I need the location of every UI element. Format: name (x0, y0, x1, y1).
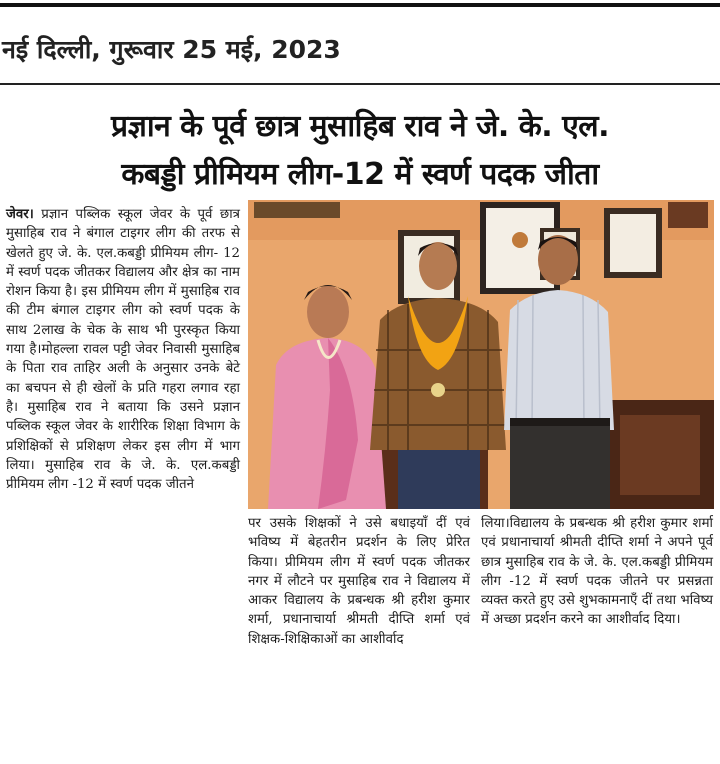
article-text-left: प्रज्ञान पब्लिक स्कूल जेवर के पूर्व छात्र मुसाहिब राव ने बंगाल टाइगर लीग की तरफ से खेलते हुए जे. के. एल.कबड्डी प्रीमियम लीग- 12 में स्वर्ण पदक जीतकर विद्यालय और क्षेत्र का नाम रोशन किया है। इस प्रीमियम लीग में मुसाहिब राव की टीम बंगाल टाइगर लीग को स्वर्ण पदक के साथ 2लाख के चेक के साथ भी पुरस्कृत किया गया है।मोहल्ला रावल पट्टी जेवर निवासी मुसाहिब के पिता राव ताहिर अली के अनुसार उनके बेटे का बचपन से ही खेलों के प्रति गहरा लगाव रहा है। मुसाहिब राव ने बताया कि उसने प्रज्ञान पब्लिक स्कूल जेवर के शारीरिक शिक्षा विभाग के प्रशिक्षिकों से प्रशिक्षण लेकर इस लीग में भाग लिया। मुसाहिब राव के जे. के. एल.कबड्डी प्रीमियम लीग -12 में स्वर्ण पदक जीतने (6, 207, 240, 493)
article-text-middle: पर उसके शिक्षकों ने उसे बधाइयाँ दीं एवं भविष्य में बेहतरीन प्रदर्शन के लिए प्रेरित किया। प्रीमियम लीग में स्वर्ण पदक जीतकर नगर में लौटने पर मुसाहिब राव ने विद्यालय में आकर विद्यालय के प्रबन्धक श्री हरीश कुमार शर्मा, प्रधानाचार्या श्रीमती दीप्ति शर्मा एवं शिक्षक-शिक्षिकाओं का आशीर्वाद (248, 516, 470, 647)
article-text-right: लिया।विद्यालय के प्रबन्धक श्री हरीश कुमार शर्मा एवं प्रधानाचार्या श्रीमती दीप्ति शर्मा ने अपने पूर्व छात्र मुसाहिब राव के जे. के. एल.कबड्डी प्रीमियम लीग -12 में स्वर्ण पदक जीतने पर प्रसन्नता व्यक्त करते हुए उसे शुभकामनाएँ दीं तथा भविष्य में अच्छा प्रदर्शन करने का आशीर्वाद दिया। (481, 516, 713, 628)
headline-line-1: प्रज्ञान के पूर्व छात्र मुसाहिब राव ने जे. के. एल. (111, 109, 609, 144)
headline-line-2: कबड्डी प्रीमियम लीग-12 में स्वर्ण पदक जीता (121, 157, 599, 192)
news-photo (248, 200, 714, 509)
article-column-right (481, 514, 713, 630)
article-column-middle (248, 514, 470, 649)
article-paragraph (6, 205, 240, 494)
top-rule (0, 3, 720, 7)
date-rule (0, 83, 720, 85)
article-lead: जेवर। (6, 207, 34, 222)
headline (0, 103, 720, 199)
dateline: नई दिल्ली, गुरूवार 25 मई, 2023 (2, 35, 341, 64)
article-column-left (6, 205, 240, 494)
